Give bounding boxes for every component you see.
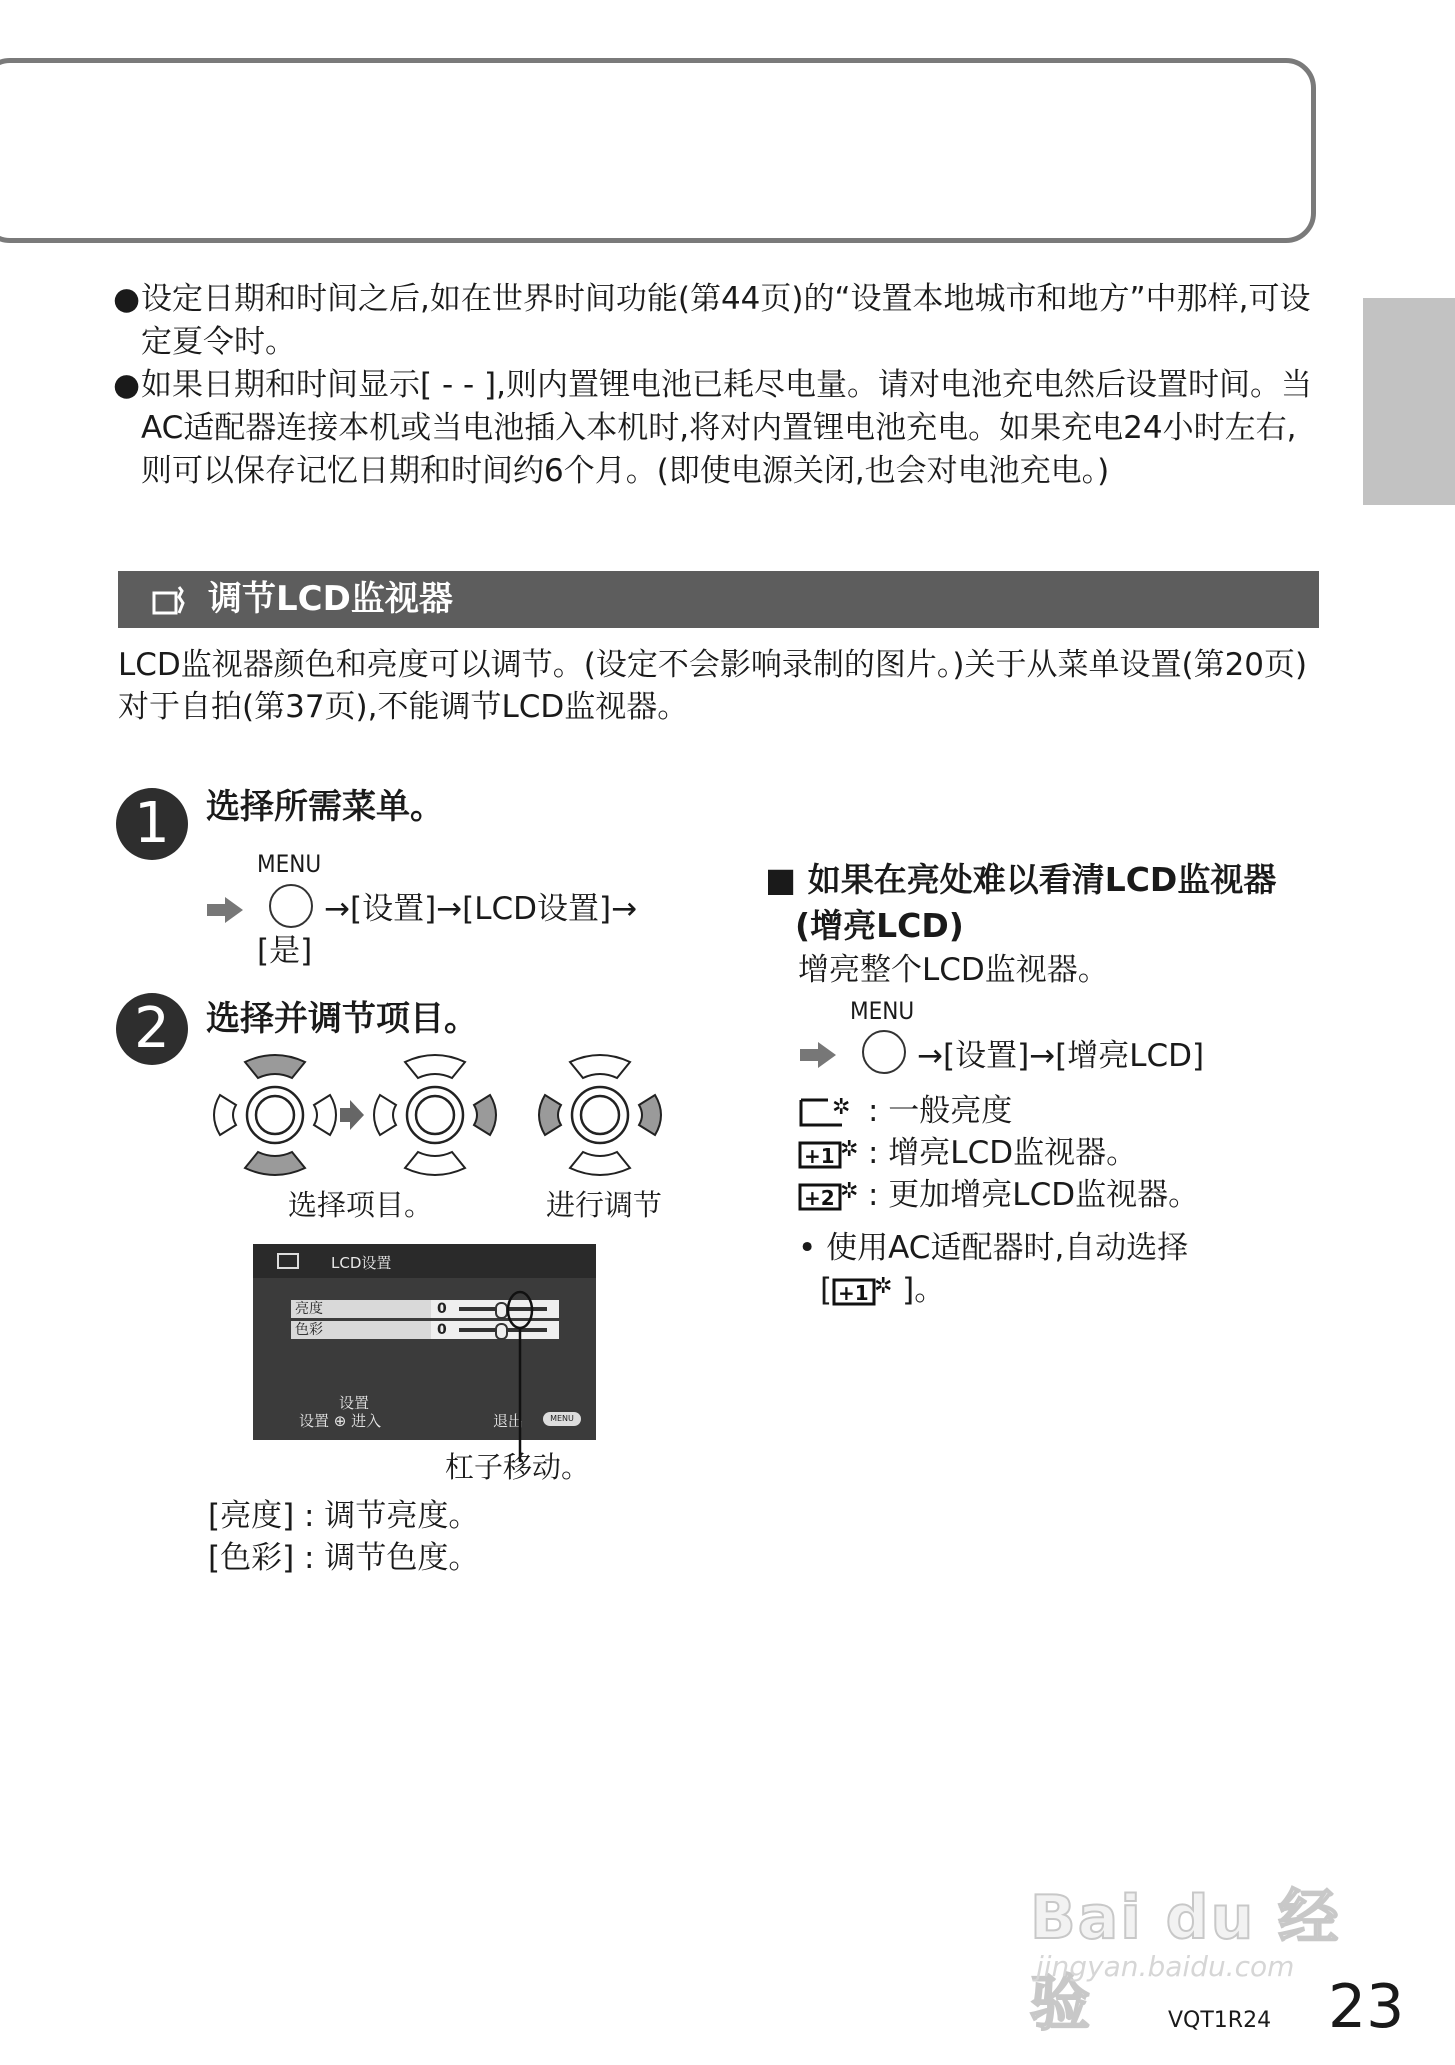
section-header [118,571,1319,628]
brightness-plus1-icon [832,1273,902,1307]
model-number: VQT1R24 [1168,2008,1272,2033]
menu-label: MENU [257,850,322,878]
side-tab [1363,298,1455,505]
arrow-right-icon [340,1100,364,1130]
option-plus2: +2 ✲ : 更加增亮LCD监视器。 [798,1174,1318,1216]
arrow-right-icon [205,895,245,925]
menu-button-icon [269,884,313,928]
lcd-header: LCD设置 [253,1244,596,1278]
lcd-row-color: 色彩 0 [291,1321,559,1339]
watermark-url: jingyan.baidu.com [1036,1950,1295,1983]
step-number-2: 2 [116,993,188,1065]
svg-text:+1: +1 [838,1281,869,1305]
top-frame [0,58,1316,243]
bar-pointer [500,1290,540,1465]
bright-lcd-subheading: (增亮LCD) [795,906,964,945]
menu-button-icon: MENU [543,1412,581,1426]
lcd-row-brightness: 亮度 0 [291,1300,559,1318]
ac-adapter-tip-end: [ +1 ✲ ]。 [820,1272,946,1308]
joystick-diagram [210,1050,670,1180]
step1-path-end: [是] [257,933,313,969]
bright-lcd-path: →[设置]→[增亮LCD] [917,1038,1205,1074]
brightness-plus1-icon [798,1136,868,1170]
lcd-footer: 设置 设置 ⊕ 进入 退出 MENU [253,1400,596,1440]
ac-adapter-tip: • 使用AC适配器时,自动选择 [798,1230,1189,1266]
step1-title: 选择所需菜单。 [206,787,444,827]
step-number-1: 1 [116,788,188,860]
notes-list [113,278,1323,493]
bright-lcd-desc: 增亮整个LCD监视器。 [798,952,1109,988]
bullet-icon: ● [113,281,141,317]
list-item: ● 设定日期和时间之后,如在世界时间功能(第44页)的“设置本地城市和地方”中那样,可设定夏令时。 [113,278,1323,364]
color-note: [色彩] : 调节色度。 [208,1540,480,1576]
lcd-screen [253,1244,596,1440]
svg-text:✲: ✲ [874,1274,893,1299]
lcd-monitor-icon [277,1253,299,1269]
lcd-monitor-icon [152,583,188,617]
svg-text:✲: ✲ [840,1137,859,1162]
caption-adjust: 进行调节 [546,1188,663,1222]
menu-label: MENU [850,997,915,1025]
svg-text:+2: +2 [804,1186,835,1210]
step2-title: 选择并调节项目。 [206,999,478,1039]
svg-text:✲: ✲ [832,1095,851,1120]
menu-button-icon [862,1030,906,1074]
bright-lcd-heading: ■ 如果在亮处难以看清LCD监视器 [765,860,1277,899]
option-normal: ✲ : 一般亮度 [798,1090,1318,1132]
bullet-icon: ● [113,367,141,403]
joystick-leftright-icon [539,1055,661,1175]
square-bullet-icon: ■ [765,860,797,899]
joystick-select-icon [214,1055,336,1175]
intro-text: LCD监视器颜色和亮度可以调节。(设定不会影响录制的图片。)关于从菜单设置(第20页) 对于自拍(第37页),不能调节LCD监视器。 [118,647,1308,725]
step1-path: →[设置]→[LCD设置]→ [324,891,638,927]
svg-text:+1: +1 [804,1144,835,1168]
bar-caption: 杠子移动。 [445,1450,591,1484]
svg-text:✲: ✲ [840,1179,859,1204]
brightness-plus2-icon [798,1178,868,1212]
arrow-right-icon [798,1040,838,1070]
joystick-adjust-icon [374,1055,496,1175]
option-plus1: +1 ✲ : 增亮LCD监视器。 [798,1132,1318,1174]
caption-select: 选择项目。 [288,1188,434,1222]
section-title: 调节LCD监视器 [208,579,453,619]
page-number: 23 [1328,1972,1405,2042]
brightness-normal-icon [798,1094,868,1128]
bright-options [798,1090,1318,1216]
brightness-note: [亮度] : 调节亮度。 [208,1498,480,1534]
list-item: ● 如果日期和时间显示[ - - ],则内置锂电池已耗尽电量。请对电池充电然后设置时间。当AC适配器连接本机或当电池插入本机时,将对内置锂电池充电。如果充电24小时左右,则可以保存记忆日期和时间约6个月。(即使电源关闭,也会对电池充电。) [113,364,1323,493]
watermark-brand: Bai du 经验 [1030,1883,1341,2039]
